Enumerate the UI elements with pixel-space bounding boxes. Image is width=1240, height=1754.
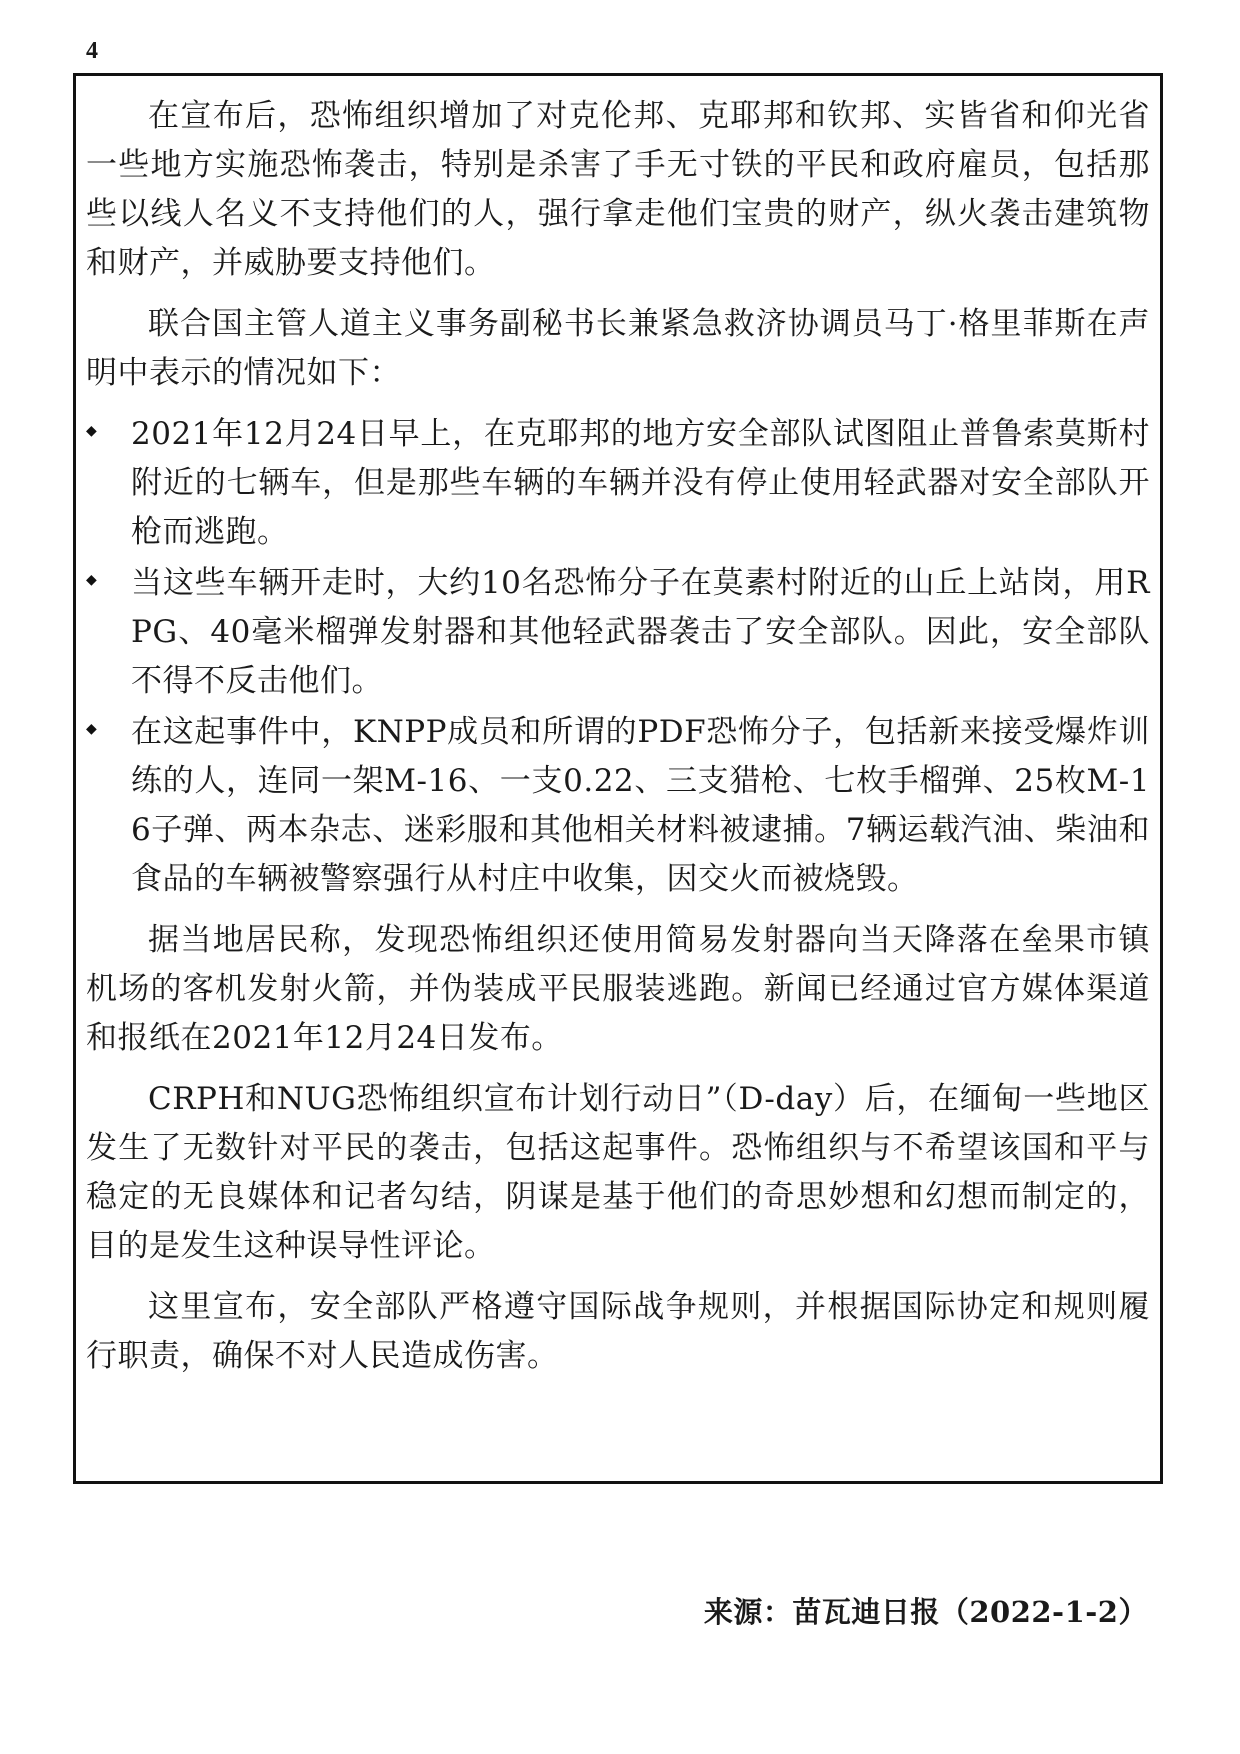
bullet-item <box>86 410 1150 557</box>
article-body <box>86 92 1150 1393</box>
diamond-bullet-icon: ◆ <box>86 572 98 588</box>
bullet-item <box>86 559 1150 706</box>
paragraph: CRPH和NUG恐怖组织宣布计划行动日”（D-day）后，在缅甸一些地区发生了无数针对平民的袭击，包括这起事件。恐怖组织与不希望该国和平与稳定的无良媒体和记者勾结，阴谋是基于他们的奇思妙想和幻想而制定的，目的是发生这种误导性评论。 <box>86 1081 1150 1264</box>
bullet-list <box>86 410 1150 904</box>
page-number: 4 <box>86 38 98 64</box>
diamond-bullet-icon: ◆ <box>86 423 98 439</box>
bullet-text: 当这些车辆开走时，大约10名恐怖分子在莫素村附近的山丘上站岗，用RPG、40毫米榴弹发射器和其他轻武器袭击了安全部队。因此，安全部队不得不反击他们。 <box>131 565 1150 699</box>
bullet-text: 在这起事件中，KNPP成员和所谓的PDF恐怖分子，包括新来接受爆炸训练的人，连同一架M-16、一支0.22、三支猎枪、七枚手榴弹、25枚M-16子弹、两本杂志、迷彩服和其他相关材料被逮捕。7辆运载汽油、柴油和食品的车辆被警察强行从村庄中收集，因交火而被烧毁。 <box>131 714 1150 897</box>
bullet-item <box>86 708 1150 904</box>
paragraph: 这里宣布，安全部队严格遵守国际战争规则，并根据国际协定和规则履行职责，确保不对人民造成伤害。 <box>86 1289 1150 1374</box>
paragraph: 在宣布后，恐怖组织增加了对克伦邦、克耶邦和钦邦、实皆省和仰光省一些地方实施恐怖袭击，特别是杀害了手无寸铁的平民和政府雇员，包括那些以线人名义不支持他们的人，强行拿走他们宝贵的财产，纵火袭击建筑物和财产，并威胁要支持他们。 <box>86 98 1150 281</box>
source-citation: 来源：苗瓦迪日报（2022-1-2） <box>703 1595 1148 1629</box>
bullet-text: 2021年12月24日早上，在克耶邦的地方安全部队试图阻止普鲁索莫斯村附近的七辆车，但是那些车辆的车辆并没有停止使用轻武器对安全部队开枪而逃跑。 <box>131 416 1150 550</box>
paragraph: 联合国主管人道主义事务副秘书长兼紧急救济协调员马丁·格里菲斯在声明中表示的情况如下： <box>86 306 1150 391</box>
paragraph: 据当地居民称，发现恐怖组织还使用简易发射器向当天降落在垒果市镇机场的客机发射火箭，并伪装成平民服装逃跑。新闻已经通过官方媒体渠道和报纸在2021年12月24日发布。 <box>86 922 1150 1056</box>
diamond-bullet-icon: ◆ <box>86 721 98 737</box>
article-box <box>73 73 1163 1484</box>
